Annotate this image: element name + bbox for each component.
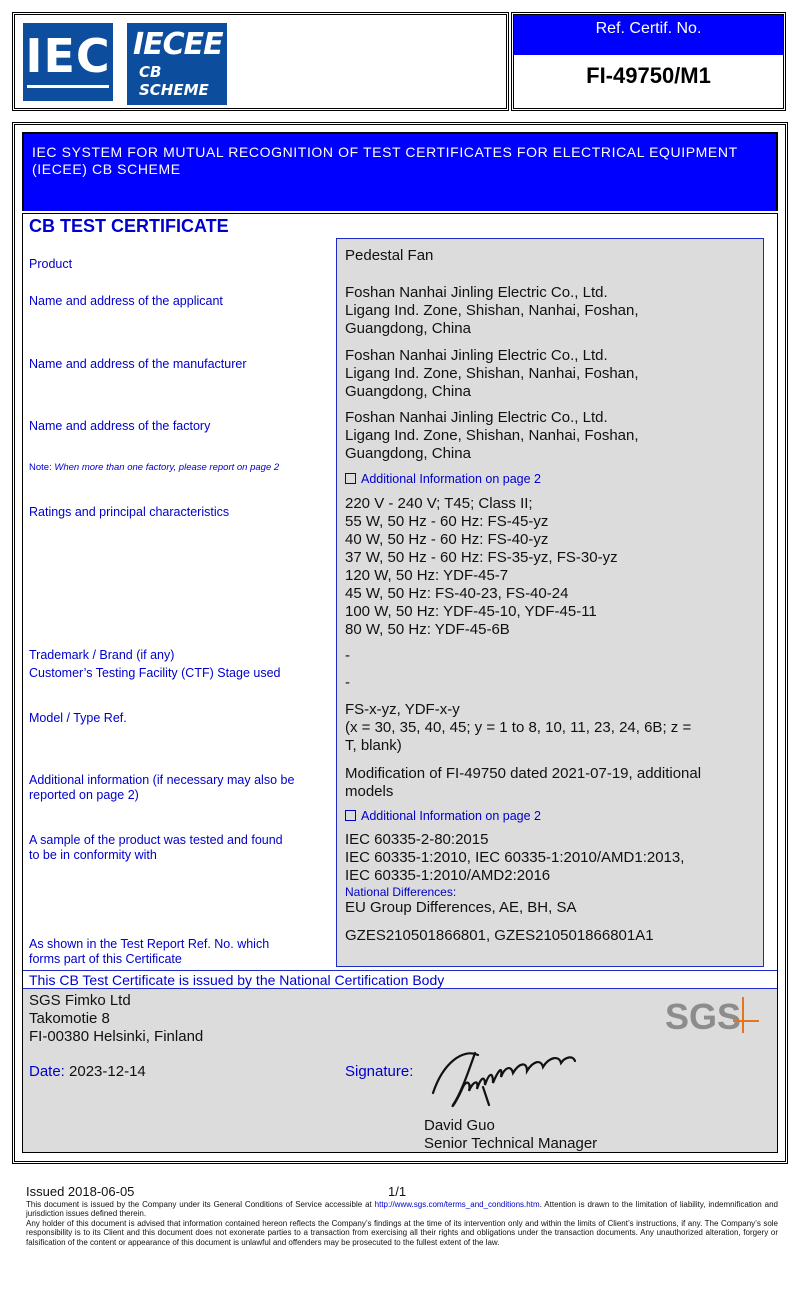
applicant-value [345,284,639,338]
logo-panel [12,12,509,111]
date-value: 2023-12-14 [69,1063,146,1080]
applicant-line: Foshan Nanhai Jinling Electric Co., Ltd. [345,284,608,301]
factory-line: Ligang Ind. Zone, Shishan, Nanhai, Foshan, [345,427,639,444]
checkbox-label: Additional Information on page 2 [361,809,541,823]
checkbox[interactable] [345,810,356,821]
issued-by-statement: This CB Test Certificate is issued by the National Certification Body [23,970,777,988]
model-label: Model / Type Ref. [29,711,127,725]
test-report-label-line: forms part of this Certificate [29,952,182,966]
conformity-value [345,831,684,917]
certificate-body [22,213,778,1153]
factory-additional-info [345,472,541,487]
additional-info-check [345,809,541,824]
signature-icon [423,1043,593,1113]
cb-logo-text: CB [139,63,162,81]
rating-line: 220 V - 240 V; T45; Class II; [345,495,533,512]
sgs-logo [663,995,763,1035]
rating-line: 100 W, 50 Hz: YDF-45-10, YDF-45-11 [345,603,597,620]
footer-text: accessible at [324,1200,372,1209]
factory-label: Name and address of the factory [29,419,211,433]
rating-line: 120 W, 50 Hz: YDF-45-7 [345,567,509,584]
conformity-label-line: A sample of the product was tested and found [29,833,283,847]
additional-info-label-line: reported on page 2) [29,788,139,802]
factory-value [345,409,639,463]
ncb-address-line: Takomotie 8 [29,1010,110,1027]
additional-info-line: Modification of FI-49750 dated 2021-07-19, additional [345,765,702,782]
ctf-label: Customer’s Testing Facility (CTF) Stage used [29,666,281,680]
rating-line: 80 W, 50 Hz: YDF-45-6B [345,621,510,638]
iecee-logo-text: IECEE [133,27,223,62]
national-differences-value: EU Group Differences, AE, BH, SA [345,899,577,916]
additional-info-value [345,765,701,801]
trademark-label: Trademark / Brand (if any) [29,648,175,662]
conformity-label-line: to be in conformity with [29,848,157,862]
applicant-label: Name and address of the applicant [29,294,223,308]
model-line: FS-x-yz, YDF-x-y [345,701,460,718]
standard-line: IEC 60335-1:2010/AMD2:2016 [345,867,551,884]
issued-date: Issued 2018-06-05 [26,1184,135,1199]
manufacturer-line: Foshan Nanhai Jinling Electric Co., Ltd. [345,347,608,364]
product-value: Pedestal Fan [345,247,434,264]
manufacturer-label: Name and address of the manufacturer [29,357,247,371]
date-field [29,1063,146,1080]
test-report-label [29,937,269,967]
additional-info-label [29,773,294,803]
model-line: T, blank) [345,737,402,754]
checkbox-label: Additional Information on page 2 [361,472,541,486]
note-prefix: Note: [29,462,52,473]
rating-line: 37 W, 50 Hz - 60 Hz: FS-35-yz, FS-30-yz [345,549,618,566]
ncb-address [29,992,203,1046]
ncb-address-line: SGS Fimko Ltd [29,992,131,1009]
ncb-panel [23,988,777,1152]
standard-line: IEC 60335-2-80:2015 [345,831,489,848]
national-differences-label: National Differences: [345,885,457,899]
ncb-address-line: FI-00380 Helsinki, Finland [29,1028,204,1045]
factory-line: Foshan Nanhai Jinling Electric Co., Ltd. [345,409,608,426]
footer-text: This document is issued by the Company under its General Conditions of Service [26,1200,322,1209]
manufacturer-value [345,347,639,401]
signer-title: Senior Technical Manager [424,1135,598,1152]
factory-note [29,462,279,473]
manufacturer-line: Ligang Ind. Zone, Shishan, Nanhai, Foshan, [345,365,639,382]
test-report-label-line: As shown in the Test Report Ref. No. which [29,937,270,951]
iec-logo-text: IEC [25,29,111,83]
rating-line: 45 W, 50 Hz: FS-40-23, FS-40-24 [345,585,569,602]
ref-cert-number: FI-49750/M1 [586,63,711,88]
signer [424,1117,597,1153]
certificate-title: CB TEST CERTIFICATE [29,216,229,236]
applicant-line: Ligang Ind. Zone, Shishan, Nanhai, Foshan, [345,302,639,319]
ctf-value: - [345,674,350,691]
applicant-line: Guangdong, China [345,320,471,337]
checkbox[interactable] [345,473,356,484]
conformity-label [29,833,283,863]
footer-disclaimer [26,1200,778,1247]
ref-cert-panel [511,12,786,111]
iecee-cb-logo [127,23,227,105]
iec-logo-bar [27,85,109,88]
ref-cert-label: Ref. Certif. No. [514,15,783,55]
sgs-logo-text: SGS [665,996,742,1035]
model-value [345,701,691,755]
product-label: Product [29,257,73,271]
rating-line: 40 W, 50 Hz - 60 Hz: FS-40-yz [345,531,549,548]
iec-logo [23,23,113,101]
rating-line: 55 W, 50 Hz - 60 Hz: FS-45-yz [345,513,549,530]
signer-name: David Guo [424,1117,495,1134]
footer-text: . Attention is drawn to the limitation of liability, indemnification and jurisdiction issues defined therein. [26,1200,778,1219]
factory-line: Guangdong, China [345,445,471,462]
terms-link[interactable]: http://www.sgs.com/terms_and_conditions.htm [374,1200,540,1209]
model-line: (x = 30, 35, 40, 45; y = 1 to 8, 10, 11, 23, 24, 6B; z = [345,719,692,736]
certificate-frame [12,122,788,1164]
manufacturer-line: Guangdong, China [345,383,471,400]
additional-info-line: models [345,783,394,800]
trademark-value: - [345,647,350,664]
ratings-label: Ratings and principal characteristics [29,505,230,519]
signature-label: Signature: [345,1063,414,1080]
ratings-value [345,495,618,639]
additional-info-label-line: Additional information (if necessary may also be [29,773,295,787]
test-report-value: GZES210501866801, GZES210501866801A1 [345,927,654,944]
scheme-logo-text: SCHEME [139,81,209,99]
footer-text: Any holder of this document is advised that information contained hereon reflects the Company’s findings at the time of its intervention only and within the limits of Client’s instructions, if any. The Company’s sole responsibility is to its Client and this document does not exonerate parties to a transaction from exercising all their rights and obligations under the transaction documents. Any unauthorized alteration, forgery or falsification of the content or appearance of this document is unlawful and offenders may be prosecuted to the fullest extent of the law. [26,1218,778,1247]
page-number: 1/1 [388,1184,407,1199]
date-label: Date: [29,1063,65,1080]
note-text: When more than one factory, please report on page 2 [54,462,280,473]
standard-line: IEC 60335-1:2010, IEC 60335-1:2010/AMD1:2013, [345,849,685,866]
iecee-banner: IEC SYSTEM FOR MUTUAL RECOGNITION OF TEST CERTIFICATES FOR ELECTRICAL EQUIPMENT (IECEE) CB SCHEME [22,132,778,211]
